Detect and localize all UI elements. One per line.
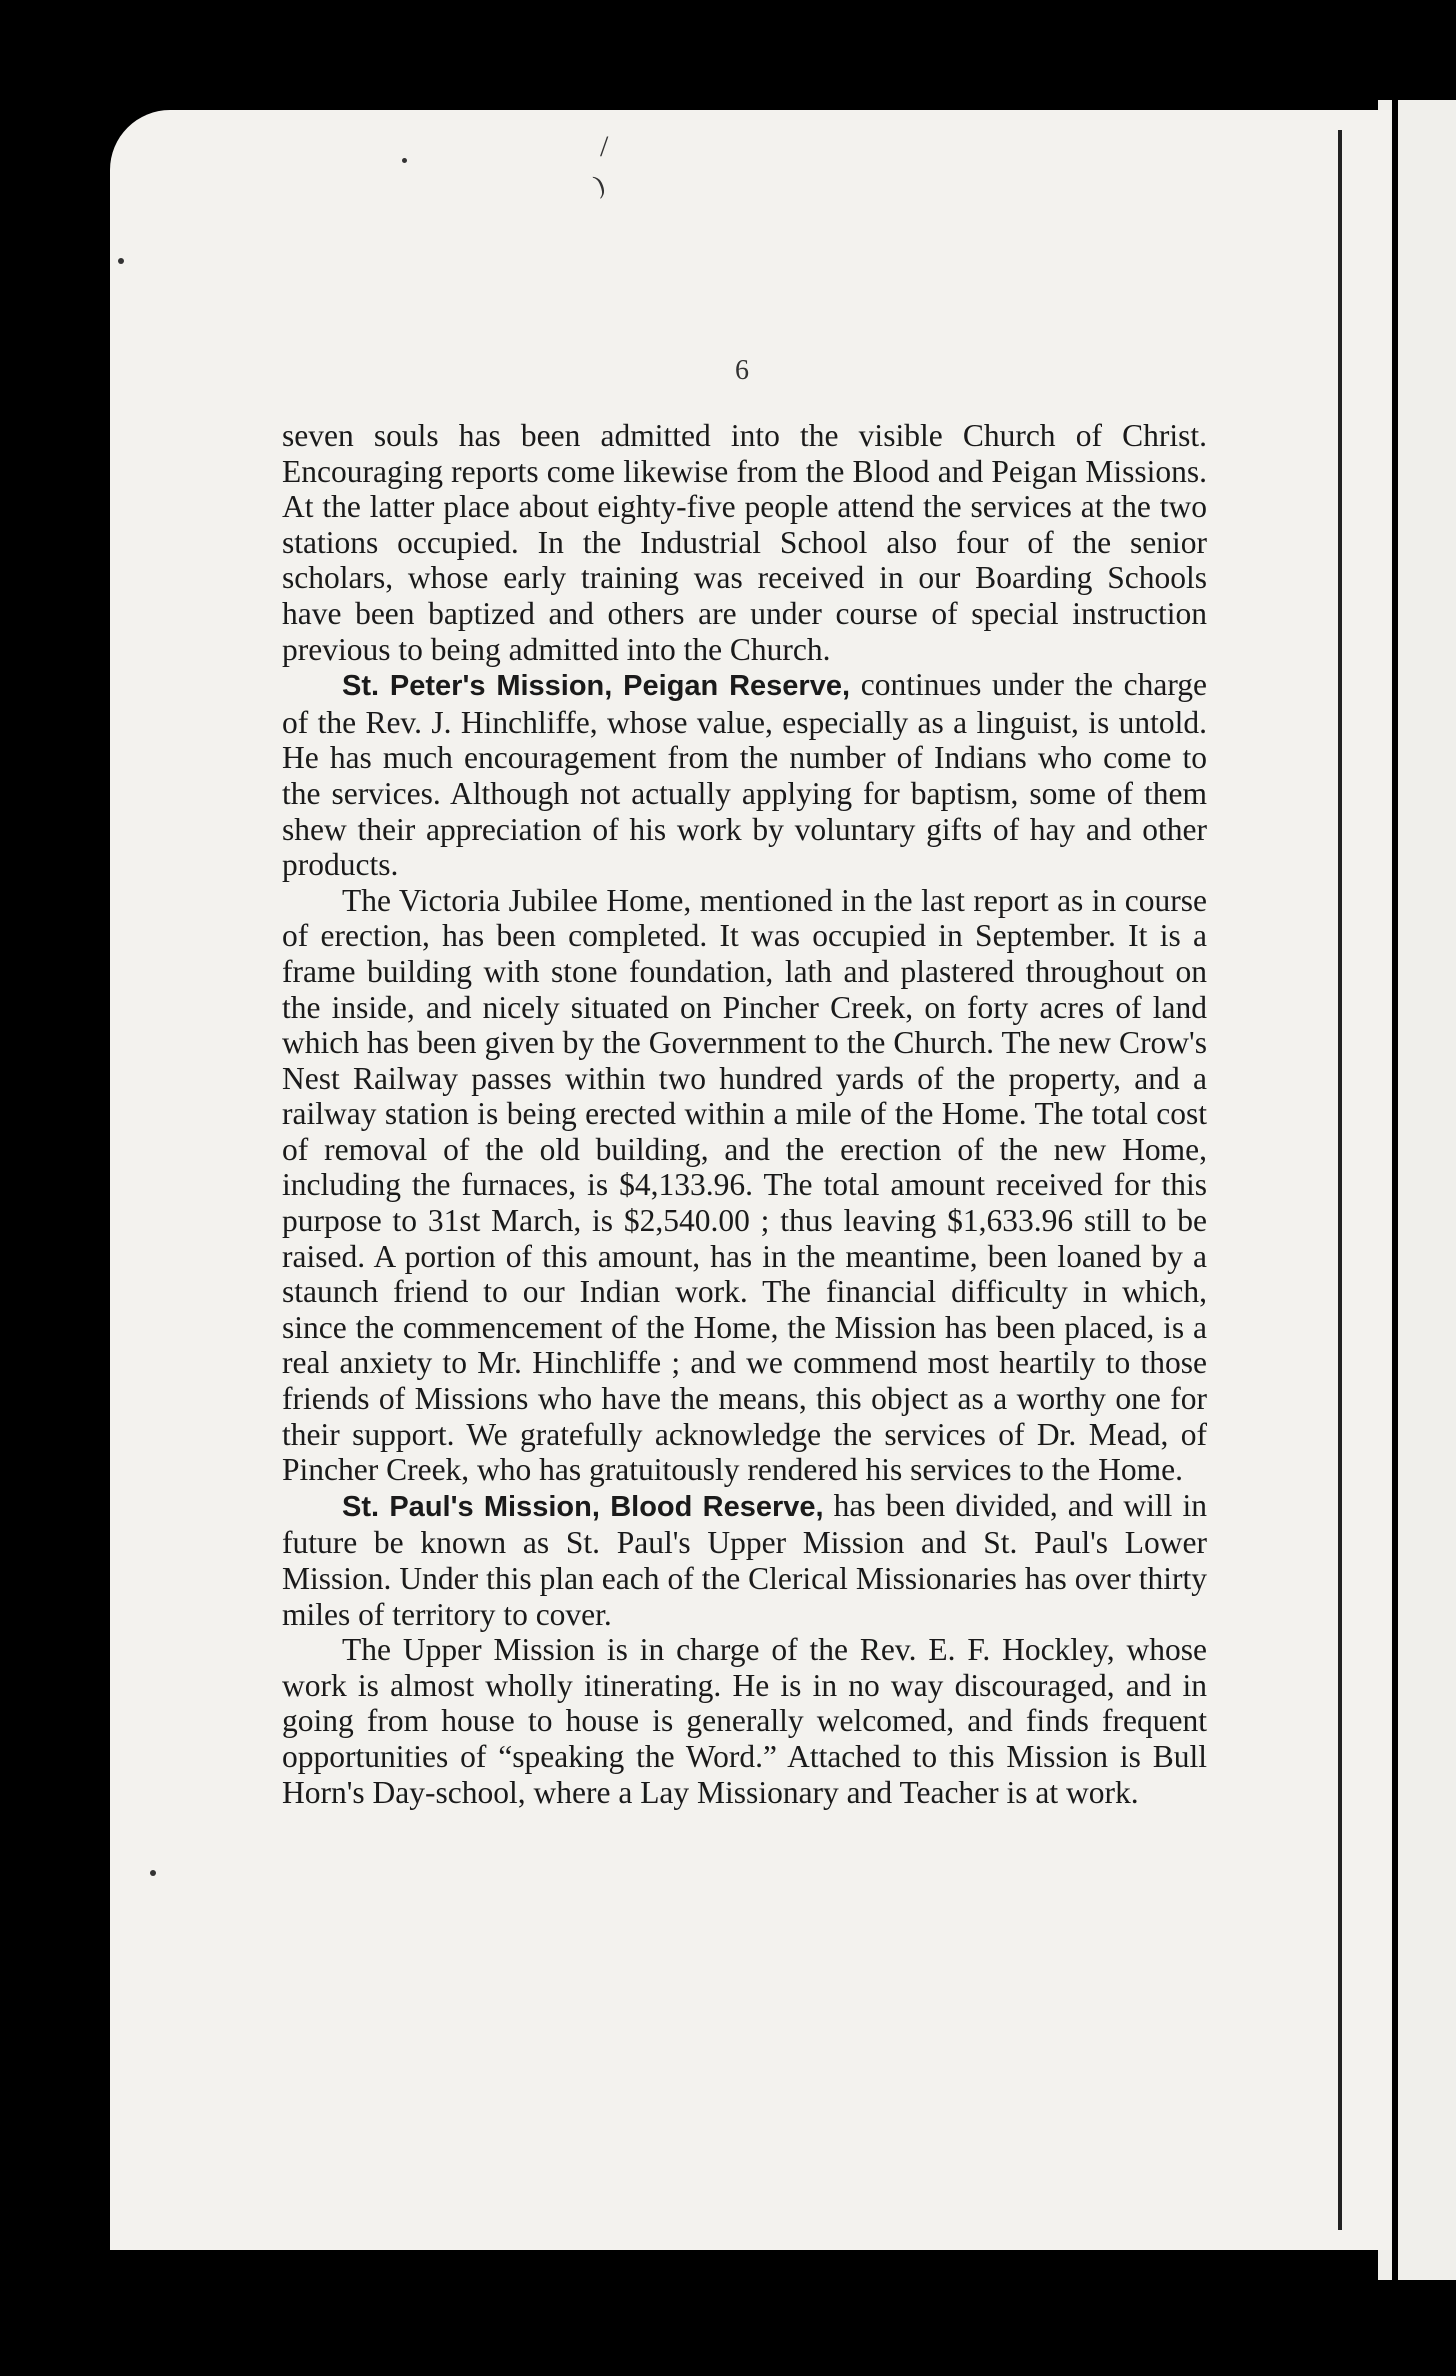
page-number: 6	[735, 355, 749, 386]
section-heading: St. Paul's Mission, Blood Reserve,	[342, 1490, 824, 1523]
paragraph-text: has been divided, and will in future be known as St. Paul's Upper Mission and St. Paul's Lower Mission. Under this plan each of the Clerical Missionaries has over thirty miles of territory to cover.	[282, 1487, 1207, 1632]
scan-speck	[150, 1870, 156, 1876]
body-text	[282, 418, 1207, 1810]
binding-shadow	[1392, 100, 1398, 2280]
paragraph-text: The Upper Mission is in charge of the Rev. E. F. Hockley, whose work is almost wholly itinerating. He is in no way discouraged, and in going from house to house is generally welcomed, and finds frequent opportunities of “speaking the Word.” Attached to this Mission is Bull Horn's Day-school, where a Lay Missionary and Teacher is at work.	[282, 1632, 1207, 1810]
page-edge-line	[1338, 130, 1342, 2230]
scan-mark: )	[590, 169, 609, 200]
scan-speck	[402, 158, 407, 163]
paragraph-text: The Victoria Jubilee Home, mentioned in the last report as in course of erection, has been completed. It was occupied in September. It is a frame building with stone foundation, lath and plastered throughout on the inside, and nicely situated on Pincher Creek, on forty acres of land which has been given by the Government to the Church. The new Crow's Nest Railway passes within two hundred yards of the property, and a railway station is being erected within a mile of the Home. The total cost of removal of the old building, and the erection of the new Home, including the furnaces, is $4,133.96. The total amount received for this purpose to 31st March, is $2,540.00 ; thus leaving $1,633.96 still to be raised. A portion of this amount, has in the meantime, been loaned by a staunch friend to our Indian work. The financial difficulty in which, since the commencement of the Home, the Mission has been placed, is a real anxiety to Mr. Hinchliffe ; and we commend most heartily to those friends of Missions who have the means, this object as a worthy one for their support. We gratefully acknowledge the services of Dr. Mead, of Pincher Creek, who has gratuitously rendered his services to the Home.	[282, 882, 1207, 1488]
paragraph	[282, 1632, 1207, 1810]
paragraph	[282, 418, 1207, 667]
paragraph	[282, 1488, 1207, 1632]
paragraph	[282, 667, 1207, 883]
section-heading: St. Peter's Mission, Peigan Reserve,	[342, 670, 851, 703]
scan-speck	[118, 258, 124, 264]
paragraph	[282, 883, 1207, 1488]
scan-mark: /	[600, 130, 609, 163]
paragraph-text: seven souls has been admitted into the visible Church of Christ. Encouraging reports come likewise from the Blood and Peigan Missions. At the latter place about eighty-five people attend the services at the two stations occupied. In the Industrial School also four of the senior scholars, whose early training was received in our Boarding Schools have been baptized and others are under course of special instruction previous to being admitted into the Church.	[282, 418, 1207, 667]
paragraph-text: continues under the charge of the Rev. J. Hinchliffe, whose value, especially as a linguist, is untold. He has much encouragement from the number of Indians who come to the services. Although not actually applying for baptism, some of them shew their appreciation of his work by voluntary gifts of hay and other products.	[282, 667, 1207, 883]
